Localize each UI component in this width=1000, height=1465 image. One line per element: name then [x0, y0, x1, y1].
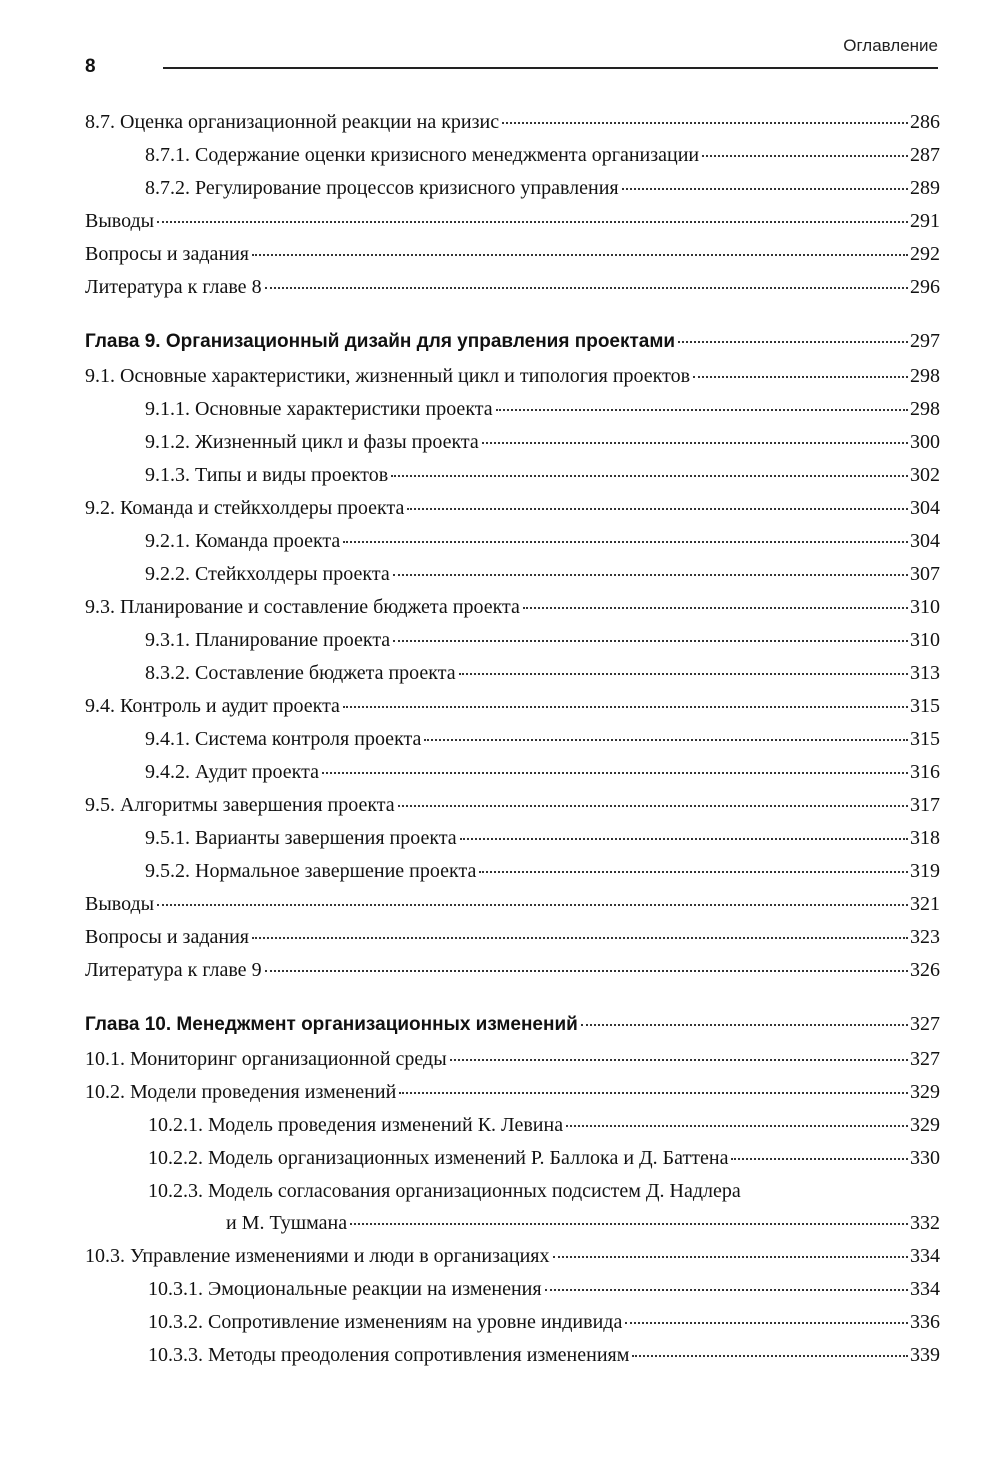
toc-entry-title: 10.3. Управление изменениями и люди в организациях [85, 1245, 550, 1267]
toc-entry-title: 9.4.1. Система контроля проекта [145, 728, 422, 750]
toc-entry-page: 291 [910, 210, 940, 232]
toc-entry-chapter [85, 325, 940, 358]
toc-entry-section [85, 789, 940, 821]
toc-entry-page: 326 [910, 959, 940, 981]
toc-entry-title: Вопросы и задания [85, 926, 249, 948]
dot-leader [391, 475, 908, 477]
toc-entry-subsection [145, 723, 940, 755]
toc-entry-page: 327 [910, 1013, 940, 1035]
toc-entry-subsection [145, 393, 940, 425]
toc-entry-title: 8.7.1. Содержание оценки кризисного менеджмента организации [145, 144, 700, 166]
dot-leader [398, 805, 908, 807]
toc-entry-page: 329 [910, 1114, 940, 1136]
toc-entry-subsection [148, 1339, 940, 1371]
dot-leader [424, 739, 908, 741]
toc-entry-title: 9.2. Команда и стейкхолдеры проекта [85, 497, 405, 519]
dot-leader [482, 442, 908, 444]
toc-entry-title: 9.1. Основные характеристики, жизненный цикл и типология проектов [85, 365, 691, 387]
toc-entry-page: 323 [910, 926, 940, 948]
toc-entry-section [85, 888, 940, 920]
dot-leader [322, 772, 908, 774]
dot-leader [678, 341, 908, 343]
dot-leader [350, 1223, 908, 1225]
dot-leader [252, 937, 908, 939]
toc-entry-page: 315 [910, 695, 940, 717]
toc-entry-title: 9.2.2. Стейкхолдеры проекта [145, 563, 390, 585]
toc-entry-page: 292 [910, 243, 940, 265]
toc-entry-section [85, 360, 940, 392]
toc-entry-subsection-multiline [148, 1180, 940, 1239]
header-rule [163, 67, 938, 69]
toc-entry-title: 10.3.1. Эмоциональные реакции на изменения [148, 1278, 542, 1300]
toc-entry-page: 304 [910, 497, 940, 519]
page-number: 8 [85, 56, 96, 77]
dot-leader [393, 574, 908, 576]
dot-leader [502, 122, 908, 124]
dot-leader [731, 1158, 908, 1160]
toc-entry-page: 300 [910, 431, 940, 453]
toc-entry-title: 9.4. Контроль и аудит проекта [85, 695, 340, 717]
toc-entry-page: 297 [910, 330, 940, 352]
toc-entry-section [85, 205, 940, 237]
toc-entry-title: 8.7.2. Регулирование процессов кризисного управления [145, 177, 619, 199]
toc-entry-page: 329 [910, 1081, 940, 1103]
toc-entry-page: 296 [910, 276, 940, 298]
dot-leader [523, 607, 908, 609]
toc-entry-title: 9.5.1. Варианты завершения проекта [145, 827, 457, 849]
toc-entry-subsection [145, 139, 940, 171]
dot-leader [157, 221, 908, 223]
dot-leader [459, 673, 908, 675]
toc-entry-page: 339 [910, 1344, 940, 1366]
toc-entry-page: 332 [910, 1212, 940, 1234]
toc-entry-page: 313 [910, 662, 940, 684]
toc-entry-page: 315 [910, 728, 940, 750]
toc-entry-title: 10.2. Модели проведения изменений [85, 1081, 397, 1103]
dot-leader [625, 1322, 908, 1324]
toc-entry-page: 316 [910, 761, 940, 783]
toc-entry-page: 327 [910, 1048, 940, 1070]
toc-entry-page: 310 [910, 596, 940, 618]
toc-entry-subsection [145, 172, 940, 204]
toc-entry-page: 298 [910, 365, 940, 387]
toc-entry-section [85, 921, 940, 953]
toc-entry-title: 9.1.3. Типы и виды проектов [145, 464, 389, 486]
toc-entry-title: 9.3. Планирование и составление бюджета проекта [85, 596, 520, 618]
dot-leader [265, 970, 908, 972]
toc-entry-subsection [145, 657, 940, 689]
dot-leader [252, 254, 908, 256]
dot-leader [393, 640, 908, 642]
toc-entry-title: 10.3.2. Сопротивление изменениям на уровне индивида [148, 1311, 623, 1333]
dot-leader [545, 1289, 908, 1291]
toc-entry-title: Литература к главе 9 [85, 959, 262, 981]
toc-entry-title: Выводы [85, 210, 155, 232]
toc-entry-section [85, 1076, 940, 1108]
toc-entry-title: 9.3.1. Планирование проекта [145, 629, 391, 651]
dot-leader [460, 838, 908, 840]
dot-leader [407, 508, 908, 510]
toc-entry-page: 304 [910, 530, 940, 552]
dot-leader [343, 706, 908, 708]
toc-entry-section [85, 106, 940, 138]
toc-entry-section [85, 238, 940, 270]
toc-entry-page: 321 [910, 893, 940, 915]
toc-entry-section [85, 271, 940, 303]
toc-entry-page: 334 [910, 1278, 940, 1300]
toc-entry-page: 330 [910, 1147, 940, 1169]
toc-entry-title: 9.5. Алгоритмы завершения проекта [85, 794, 395, 816]
running-title: Оглавление [843, 36, 938, 55]
toc-entry-subsection [145, 426, 940, 458]
toc-entry-title: Глава 10. Менеджмент организационных изменений [85, 1014, 578, 1035]
toc-entry-page: 310 [910, 629, 940, 651]
toc-entry-title: 9.4.2. Аудит проекта [145, 761, 319, 783]
toc-entry-title: 9.2.1. Команда проекта [145, 530, 341, 552]
dot-leader [553, 1256, 908, 1258]
dot-leader [702, 155, 908, 157]
toc-entry-page: 336 [910, 1311, 940, 1333]
toc-entry-title: 9.1.2. Жизненный цикл и фазы проекта [145, 431, 479, 453]
toc-entry-title: 10.3.3. Методы преодоления сопротивления изменениям [148, 1344, 630, 1366]
toc-entry-title-line1: 10.2.3. Модель согласования организационных подсистем Д. Надлера [148, 1180, 741, 1202]
dot-leader [622, 188, 908, 190]
toc-entry-title: и М. Тушмана [226, 1212, 348, 1234]
toc-entry-title: Вопросы и задания [85, 243, 249, 265]
toc-entry-subsection [145, 525, 940, 557]
toc-entry-page: 319 [910, 860, 940, 882]
toc-entry-section [85, 690, 940, 722]
toc-entry-page: 318 [910, 827, 940, 849]
toc-entry-title: Литература к главе 8 [85, 276, 262, 298]
toc-entry-page: 317 [910, 794, 940, 816]
dot-leader [566, 1125, 908, 1127]
dot-leader [343, 541, 908, 543]
dot-leader [581, 1024, 908, 1026]
dot-leader [632, 1355, 908, 1357]
toc-entry-title: 9.1.1. Основные характеристики проекта [145, 398, 493, 420]
toc-entry-section [85, 1043, 940, 1075]
toc-entry-subsection [145, 459, 940, 491]
toc-entry-page: 302 [910, 464, 940, 486]
toc-entry-chapter [85, 1008, 940, 1041]
dot-leader [265, 287, 908, 289]
toc-entry-title: 8.7. Оценка организационной реакции на кризис [85, 111, 500, 133]
dot-leader [496, 409, 908, 411]
toc-entry-section [85, 591, 940, 623]
toc-entry-subsection [145, 822, 940, 854]
toc-entry-page: 298 [910, 398, 940, 420]
toc-entry-title: 9.5.2. Нормальное завершение проекта [145, 860, 477, 882]
dot-leader [479, 871, 908, 873]
toc-entry-title: 8.3.2. Составление бюджета проекта [145, 662, 456, 684]
dot-leader [157, 904, 908, 906]
toc-entry-page: 307 [910, 563, 940, 585]
toc-entry-subsection [148, 1142, 940, 1174]
dot-leader [693, 376, 908, 378]
dot-leader [450, 1059, 908, 1061]
toc-entry-page: 286 [910, 111, 940, 133]
toc-entry-subsection [145, 855, 940, 887]
toc-entry-section [85, 1240, 940, 1272]
toc-entry-page: 289 [910, 177, 940, 199]
toc-entry-subsection [145, 624, 940, 656]
toc-entry-subsection [145, 756, 940, 788]
toc-entry-section [85, 492, 940, 524]
dot-leader [399, 1092, 908, 1094]
toc-entry-title: 10.2.1. Модель проведения изменений К. Левина [148, 1114, 564, 1136]
toc-entry-title: Глава 9. Организационный дизайн для управления проектами [85, 331, 676, 352]
toc-entry-title: 10.2.2. Модель организационных изменений Р. Баллока и Д. Баттена [148, 1147, 729, 1169]
toc-entry-subsection [145, 558, 940, 590]
toc-entry-page: 287 [910, 144, 940, 166]
toc-entry-section [85, 954, 940, 986]
toc-entry-subsection [148, 1306, 940, 1338]
toc-entry-title: 10.1. Мониторинг организационной среды [85, 1048, 447, 1070]
toc-entry-title: Выводы [85, 893, 155, 915]
toc-entry-subsection [148, 1273, 940, 1305]
toc-entry-subsection [148, 1109, 940, 1141]
toc-entry-page: 334 [910, 1245, 940, 1267]
